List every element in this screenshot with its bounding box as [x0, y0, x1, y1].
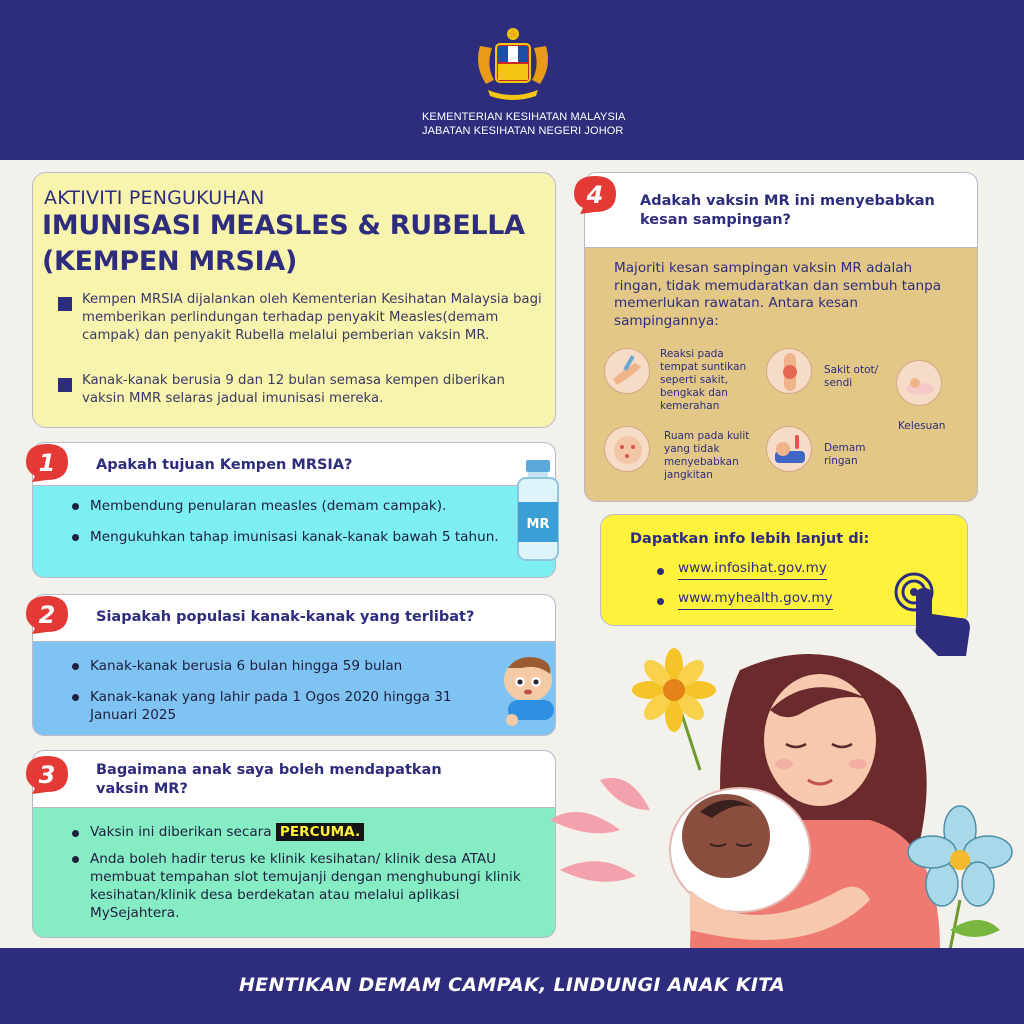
info-title: Dapatkan info lebih lanjut di: [630, 531, 870, 547]
square-bullet-icon [58, 378, 72, 392]
title-main-line-2: (KEMPEN MRSIA) [42, 246, 297, 277]
number-badge-2-label: 2 [38, 601, 56, 629]
section-1-bullet-2: Mengukuhkan tahap imunisasi kanak-kanak bawah 5 tahun. [90, 529, 499, 545]
intro-paragraph-1: Kempen MRSIA dijalankan oleh Kementerian Kesihatan Malaysia bagi memberikan perlindungan terhadap penyakit Measles(demam campak) dan penyakit Rubella melalui pemberian vaksin MR. [82, 292, 542, 343]
number-badge-4-label: 4 [586, 181, 604, 209]
fatigue-icon [896, 360, 942, 406]
ministry-line-1: KEMENTERIAN KESIHATAN MALAYSIA [422, 111, 626, 123]
title-main-line-1: IMUNISASI MEASLES & RUBELLA [42, 210, 525, 241]
section-1-bullet-1: Membendung penularan measles (demam campak). [90, 498, 447, 514]
section-3-question-line-1: Bagaimana anak saya boleh mendapatkan [96, 762, 442, 778]
number-badge-3-label: 3 [38, 761, 56, 789]
title-small: AKTIVITI PENGUKUHAN [44, 187, 265, 209]
side-effect-label-4: Ruam pada kulit yang tidak menyebabkan jangkitan [664, 430, 750, 481]
section-3-bullet-1 [90, 823, 530, 841]
footer-slogan: HENTIKAN DEMAM CAMPAK, LINDUNGI ANAK KITA [238, 974, 786, 996]
section-2-question: Siapakah populasi kanak-kanak yang terlibat? [96, 609, 475, 625]
side-effects-intro: Majoriti kesan sampingan vaksin MR adalah ringan, tidak memudaratkan dan sembuh tanpa memerlukan rawatan. Antara kesan sampingannya: [614, 260, 942, 329]
injection-arm-icon [604, 348, 650, 394]
section-2-bullet-2: Kanak-kanak yang lahir pada 1 Ogos 2020 hingga 31 Januari 2025 [90, 689, 452, 723]
bullet-dot [72, 694, 79, 701]
bullet-dot [657, 598, 664, 605]
link-myhealth[interactable]: www.myhealth.gov.my [678, 590, 833, 610]
bullet-dot [72, 534, 79, 541]
section-2-bullet-1: Kanak-kanak berusia 6 bulan hingga 59 bulan [90, 658, 403, 674]
side-effect-label-5: Demam ringan [824, 442, 866, 467]
section-3-bullet-1-text: Vaksin ini diberikan secara [90, 824, 272, 840]
fever-icon [766, 426, 812, 472]
bullet-dot [657, 568, 664, 575]
link-infosihat[interactable]: www.infosihat.gov.my [678, 560, 827, 580]
free-highlight-badge: PERCUMA. [276, 823, 364, 841]
joint-pain-icon [766, 348, 812, 394]
side-effect-label-2: Sakit otot/ sendi [824, 364, 879, 389]
ministry-name [422, 110, 626, 138]
section-3-bullet-2: Anda boleh hadir terus ke klinik kesihatan/ klinik desa ATAU membuat tempahan slot temujanji dengan menghubungi klinik kesihatan/klinik desa berdekatan atau melalui aplikasi MySejahtera. [90, 851, 521, 921]
intro-paragraph-2: Kanak-kanak berusia 9 dan 12 bulan semasa kempen diberikan vaksin MMR selaras jadual imunisasi mereka. [82, 373, 505, 406]
number-badge-1 [22, 440, 72, 484]
number-badge-4 [570, 172, 620, 216]
vial-label: MR [526, 517, 550, 532]
square-bullet-icon [58, 297, 72, 311]
mother-baby-illustration [540, 640, 1024, 950]
number-badge-1-label: 1 [38, 449, 56, 477]
bullet-dot [72, 503, 79, 510]
bullet-dot [72, 830, 79, 837]
section-4-question: Adakah vaksin MR ini menyebabkan kesan sampingan? [640, 193, 935, 228]
section-3-question-line-2: vaksin MR? [96, 781, 188, 797]
malaysia-coat-of-arms-icon [468, 26, 558, 106]
number-badge-3 [22, 752, 72, 796]
number-badge-2 [22, 592, 72, 636]
section-1-question: Apakah tujuan Kempen MRSIA? [96, 457, 353, 473]
side-effect-label-1: Reaksi pada tempat suntikan seperti sakit, bengkak dan kemerahan [660, 348, 747, 412]
skin-rash-icon [604, 426, 650, 472]
flower-yellow-icon [632, 648, 716, 770]
vaccine-vial-icon [514, 458, 562, 562]
ministry-line-2: JABATAN KESIHATAN NEGERI JOHOR [422, 125, 624, 137]
side-effect-label-3: Kelesuan [898, 420, 946, 432]
bullet-dot [72, 856, 79, 863]
bullet-dot [72, 663, 79, 670]
